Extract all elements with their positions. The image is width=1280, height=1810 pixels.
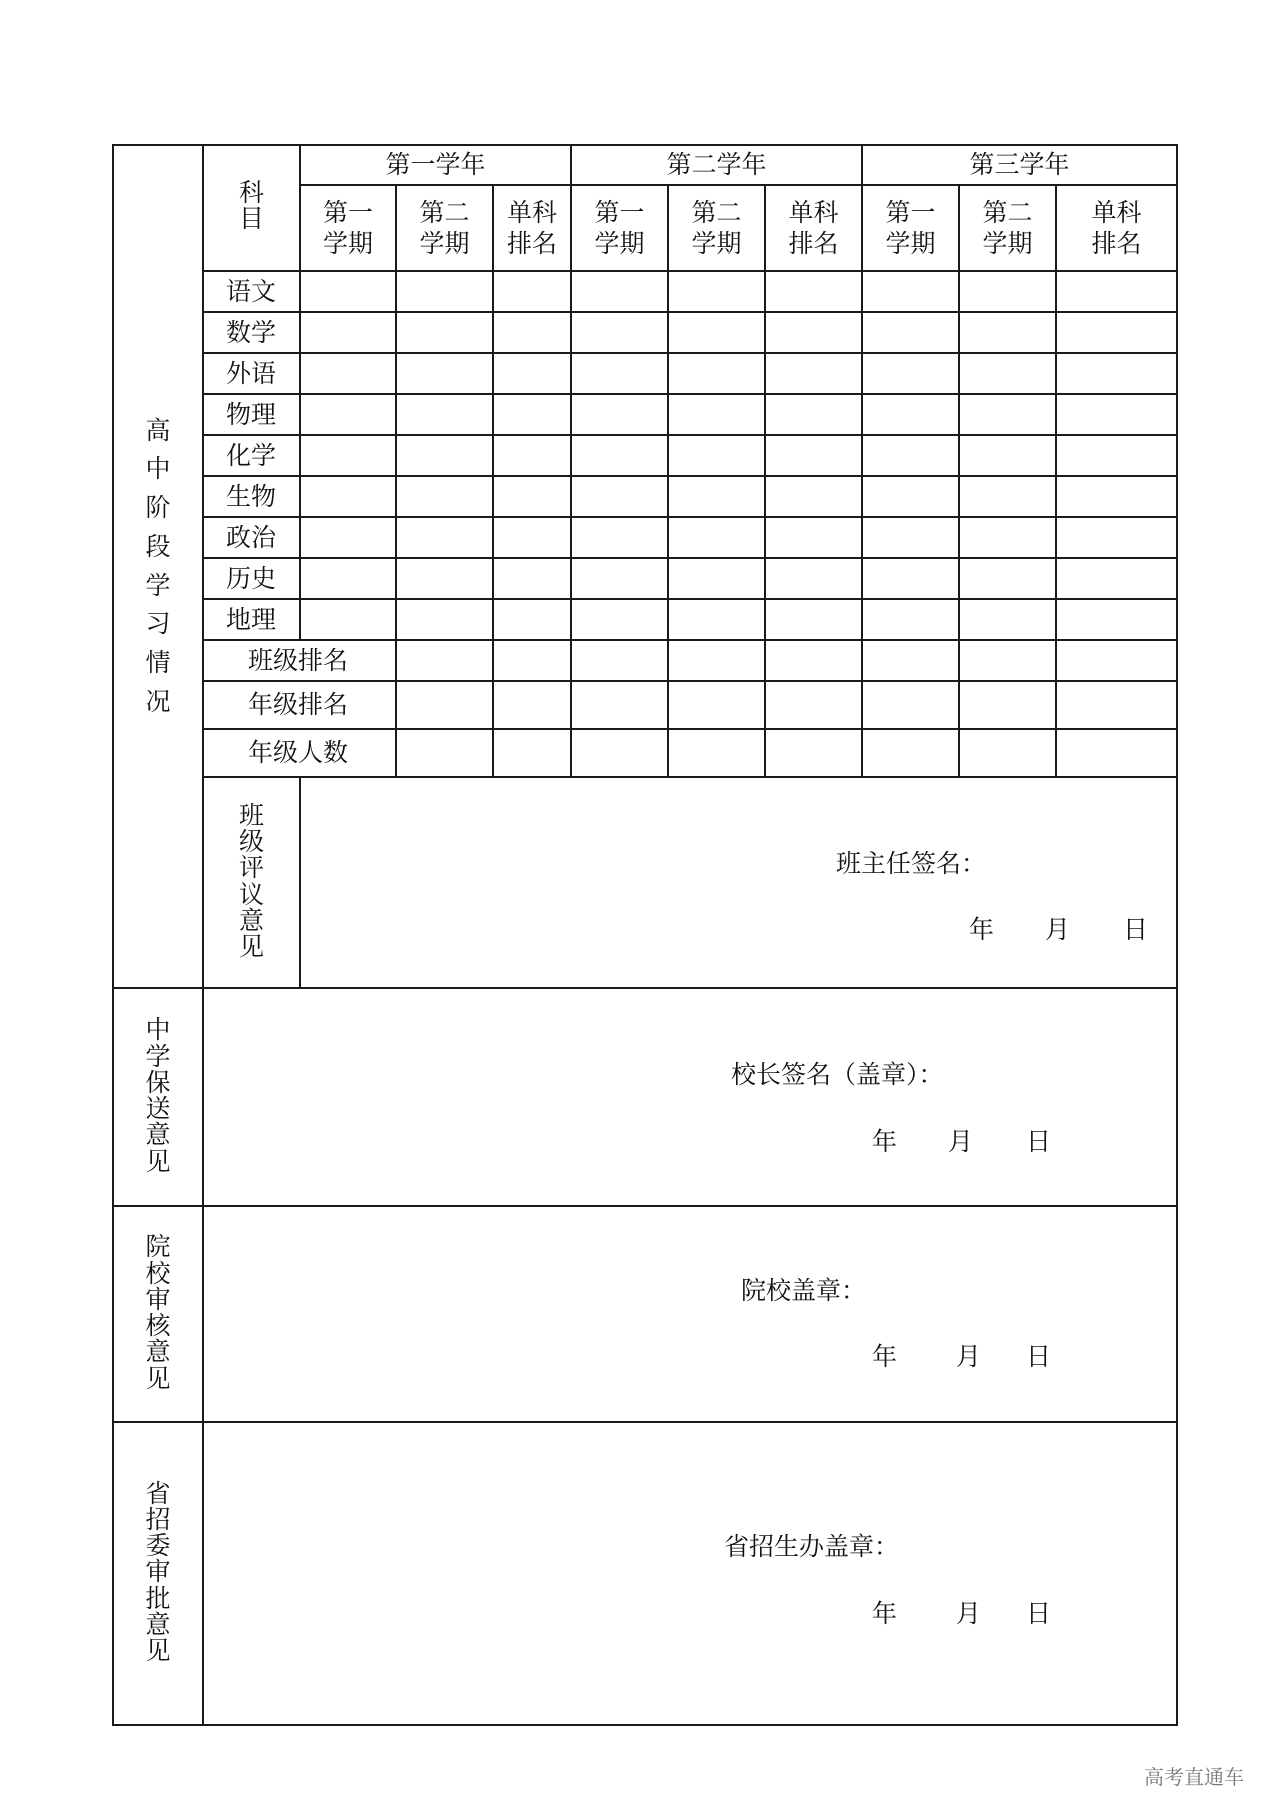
grade-cell[interactable] (571, 599, 668, 640)
grade-cell[interactable] (493, 517, 571, 558)
class-rank-label: 班级排名 (203, 640, 396, 681)
grade-cell[interactable] (959, 517, 1056, 558)
subject-label: 语文 (203, 271, 300, 312)
grade-cell[interactable] (493, 599, 571, 640)
grade-cell[interactable] (765, 558, 862, 599)
grade-cell[interactable] (300, 517, 396, 558)
subject-label: 数学 (203, 312, 300, 353)
study-section-label: 高中阶段学习情况 (113, 145, 203, 988)
grade-cell[interactable] (862, 394, 959, 435)
grade-cell[interactable] (493, 435, 571, 476)
grade-cell[interactable] (300, 353, 396, 394)
grade-cell[interactable] (668, 394, 765, 435)
date-year-label: 年 (872, 1599, 898, 1628)
school-recommend-box[interactable] (203, 988, 1177, 1206)
grade-cell[interactable] (668, 476, 765, 517)
grade-cell[interactable] (765, 394, 862, 435)
grade-cell[interactable] (493, 353, 571, 394)
grade-cell[interactable] (571, 271, 668, 312)
university-review-box[interactable] (203, 1206, 1177, 1422)
grade-count-label: 年级人数 (203, 729, 396, 777)
provincial-approval-label: 省招委审批意见 (113, 1422, 203, 1725)
grade-cell[interactable] (1056, 394, 1177, 435)
grade-cell[interactable] (862, 312, 959, 353)
grade-cell[interactable] (396, 394, 493, 435)
grade-cell[interactable] (862, 476, 959, 517)
term-header: 第二 学期 (668, 185, 765, 271)
date-month-label: 月 (956, 1599, 982, 1628)
summary-cell[interactable] (493, 729, 571, 777)
grade-cell[interactable] (959, 476, 1056, 517)
grade-cell[interactable] (668, 599, 765, 640)
date-day-label: 日 (1026, 1342, 1052, 1371)
grade-cell[interactable] (959, 312, 1056, 353)
term-header: 第二 学期 (396, 185, 493, 271)
date-day-label: 日 (1123, 915, 1149, 944)
grade-cell[interactable] (396, 353, 493, 394)
subject-label: 外语 (203, 353, 300, 394)
subject-label: 生物 (203, 476, 300, 517)
summary-cell[interactable] (396, 729, 493, 777)
grade-cell[interactable] (300, 271, 396, 312)
summary-cell[interactable] (668, 640, 765, 681)
date-year-label: 年 (872, 1127, 898, 1156)
summary-cell[interactable] (571, 681, 668, 729)
principal-signature-label: 校长签名（盖章）： (731, 1060, 944, 1089)
date-day-label: 日 (1026, 1599, 1052, 1628)
year-header-3: 第三学年 (862, 145, 1177, 185)
school-recommend-label: 中学保送意见 (113, 988, 203, 1206)
summary-cell[interactable] (765, 729, 862, 777)
watermark: 高考直通车 (1144, 1765, 1244, 1789)
date-month-label: 月 (948, 1127, 974, 1156)
grade-cell[interactable] (493, 271, 571, 312)
grade-cell[interactable] (571, 353, 668, 394)
grade-cell[interactable] (1056, 435, 1177, 476)
class-review-box[interactable] (300, 777, 1177, 988)
grade-cell[interactable] (959, 599, 1056, 640)
grade-cell[interactable] (493, 476, 571, 517)
university-stamp-label: 院校盖章： (741, 1276, 867, 1305)
grade-cell[interactable] (1056, 312, 1177, 353)
grade-cell[interactable] (396, 312, 493, 353)
summary-cell[interactable] (571, 640, 668, 681)
summary-cell[interactable] (668, 681, 765, 729)
grade-cell[interactable] (396, 435, 493, 476)
grade-cell[interactable] (396, 599, 493, 640)
grade-cell[interactable] (959, 271, 1056, 312)
grade-cell[interactable] (862, 271, 959, 312)
grade-cell[interactable] (862, 353, 959, 394)
university-review-label: 院校审核意见 (113, 1206, 203, 1422)
grade-cell[interactable] (765, 353, 862, 394)
summary-cell[interactable] (571, 729, 668, 777)
grade-cell[interactable] (571, 517, 668, 558)
grade-cell[interactable] (396, 558, 493, 599)
grade-cell[interactable] (493, 394, 571, 435)
class-review-label: 班级评议意见 (203, 777, 300, 988)
subject-label: 物理 (203, 394, 300, 435)
grade-cell[interactable] (862, 558, 959, 599)
date-year-label: 年 (872, 1342, 898, 1371)
grade-cell[interactable] (571, 394, 668, 435)
grade-cell[interactable] (571, 558, 668, 599)
grade-cell[interactable] (668, 435, 765, 476)
subject-label: 历史 (203, 558, 300, 599)
provincial-office-stamp-label: 省招生办盖章： (724, 1532, 900, 1561)
class-teacher-signature-label: 班主任签名： (836, 849, 987, 878)
summary-cell[interactable] (862, 729, 959, 777)
grade-cell[interactable] (1056, 517, 1177, 558)
grade-cell[interactable] (1056, 271, 1177, 312)
summary-cell[interactable] (959, 640, 1056, 681)
grade-cell[interactable] (300, 476, 396, 517)
summary-cell[interactable] (1056, 681, 1177, 729)
subject-label: 政治 (203, 517, 300, 558)
summary-cell[interactable] (959, 729, 1056, 777)
grade-cell[interactable] (300, 312, 396, 353)
summary-cell[interactable] (1056, 640, 1177, 681)
year-header-1: 第一学年 (300, 145, 571, 185)
date-month-label: 月 (1045, 915, 1071, 944)
summary-cell[interactable] (765, 681, 862, 729)
grade-cell[interactable] (765, 476, 862, 517)
grade-cell[interactable] (300, 558, 396, 599)
summary-cell[interactable] (493, 681, 571, 729)
grade-cell[interactable] (862, 517, 959, 558)
subject-label: 地理 (203, 599, 300, 640)
grade-rank-label: 年级排名 (203, 681, 396, 729)
term-header: 第一 学期 (300, 185, 396, 271)
grade-cell[interactable] (959, 435, 1056, 476)
grade-cell[interactable] (862, 599, 959, 640)
grade-cell[interactable] (300, 435, 396, 476)
year-header-2: 第二学年 (571, 145, 862, 185)
date-month-label: 月 (956, 1342, 982, 1371)
summary-cell[interactable] (396, 681, 493, 729)
grade-cell[interactable] (571, 312, 668, 353)
grade-cell[interactable] (571, 435, 668, 476)
grade-cell[interactable] (396, 517, 493, 558)
grade-cell[interactable] (959, 558, 1056, 599)
grade-cell[interactable] (493, 312, 571, 353)
grade-cell[interactable] (765, 599, 862, 640)
term-header: 第一 学期 (862, 185, 959, 271)
grade-cell[interactable] (959, 353, 1056, 394)
grade-cell[interactable] (765, 435, 862, 476)
summary-cell[interactable] (396, 640, 493, 681)
summary-cell[interactable] (765, 640, 862, 681)
summary-cell[interactable] (668, 729, 765, 777)
grade-cell[interactable] (668, 312, 765, 353)
subject-header: 科目 (203, 145, 300, 271)
grade-cell[interactable] (668, 353, 765, 394)
grade-cell[interactable] (396, 271, 493, 312)
term-header: 第一 学期 (571, 185, 668, 271)
grade-cell[interactable] (959, 394, 1056, 435)
grade-cell[interactable] (1056, 476, 1177, 517)
provincial-approval-box[interactable] (203, 1422, 1177, 1725)
rank-header: 单科 排名 (765, 185, 862, 271)
date-year-label: 年 (969, 915, 995, 944)
summary-cell[interactable] (493, 640, 571, 681)
summary-cell[interactable] (862, 640, 959, 681)
summary-cell[interactable] (959, 681, 1056, 729)
grade-cell[interactable] (765, 517, 862, 558)
grade-cell[interactable] (765, 271, 862, 312)
grade-cell[interactable] (1056, 353, 1177, 394)
date-day-label: 日 (1026, 1127, 1052, 1156)
grade-cell[interactable] (862, 435, 959, 476)
application-form-table (112, 144, 1178, 1726)
rank-header: 单科 排名 (493, 185, 571, 271)
grade-cell[interactable] (571, 476, 668, 517)
grade-cell[interactable] (668, 517, 765, 558)
grade-cell[interactable] (493, 558, 571, 599)
rank-header: 单科 排名 (1056, 185, 1177, 271)
grade-cell[interactable] (1056, 599, 1177, 640)
grade-cell[interactable] (300, 394, 396, 435)
grade-cell[interactable] (668, 271, 765, 312)
summary-cell[interactable] (1056, 729, 1177, 777)
grade-cell[interactable] (765, 312, 862, 353)
grade-cell[interactable] (668, 558, 765, 599)
summary-cell[interactable] (862, 681, 959, 729)
subject-label: 化学 (203, 435, 300, 476)
grade-cell[interactable] (300, 599, 396, 640)
grade-cell[interactable] (396, 476, 493, 517)
term-header: 第二 学期 (959, 185, 1056, 271)
grade-cell[interactable] (1056, 558, 1177, 599)
